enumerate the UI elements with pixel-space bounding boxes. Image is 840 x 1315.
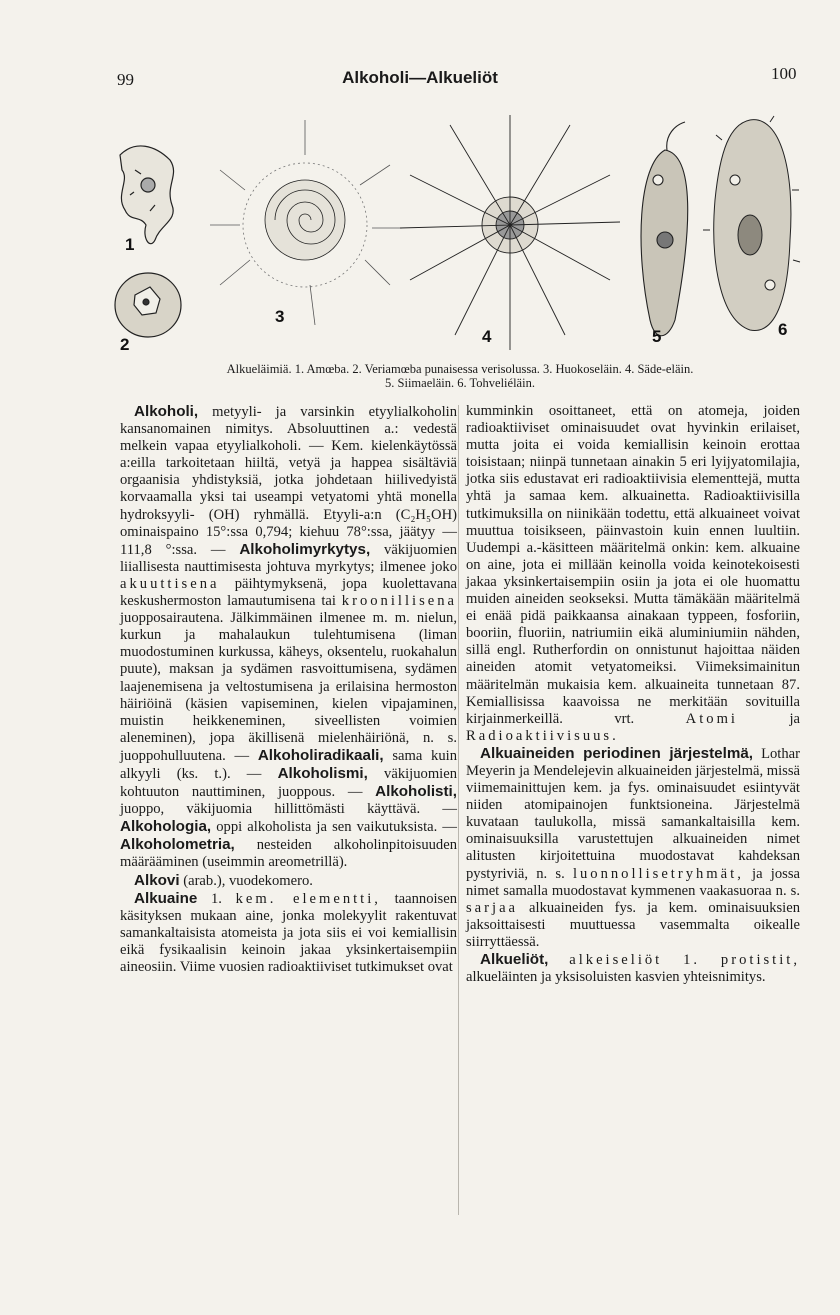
foraminifera-drawing	[210, 120, 402, 325]
page-number-right: 100	[771, 64, 797, 83]
spaced-sarjaa: sarjaa	[466, 899, 519, 916]
entry-alkoholometria-text: nesteiden alkoholinpitoisuuden määrääminen (useimmin areometrillä).	[120, 837, 457, 871]
spaced-atomi: Atomi	[685, 710, 738, 727]
spaced-akuuttisena: akuuttisena	[120, 575, 220, 592]
column-divider	[458, 405, 459, 1215]
radiolarian-drawing	[400, 115, 620, 350]
headword-alkoholi: Alkoholi,	[134, 403, 199, 420]
entry-alkohologia-text: oppi alkoholista ja sen vaikutuksista. —	[211, 819, 457, 836]
figure-label-5: 5	[652, 327, 662, 346]
protozoa-illustration	[110, 110, 810, 360]
headword-periodinen-jarjestelma: Alkuaineiden periodinen järjestelmä,	[480, 744, 754, 762]
headword-alkoholisti: Alkoholisti,	[375, 783, 457, 801]
entry-alkoholimyrkytys-text-3: juopposairautena. Jälkimmäinen ilmenee m. m. nielun, kurkun ja mahalaukun tulehtumisena (liman muodostuminen kurkussa, käheys, oksentelu, ruokahalun puute), maksan ja sydämen rasvoittumisena, sydämen laajenemisena ja veltostumisena ja erilaisina hermoston häiriöinä (käsien vapiseminen, kielen vipajaminen, muistin heikkeneminen, siveellisten voimien aleneminen), jopa äkillisenä mielenhäiriönä, n. s. juoppohulluutena. —	[120, 610, 457, 764]
entry-periodinen-jarjestelma	[466, 745, 800, 951]
entry-alkuaine-text: 1.	[197, 890, 236, 907]
page-header	[0, 62, 840, 92]
entry-alkueliot	[466, 951, 800, 986]
blood-cell-drawing	[115, 273, 181, 337]
amoeba-drawing	[120, 146, 174, 244]
entry-alkoholisti-text: juoppo, väkijuomia hillittömästi käyttävä. —	[120, 801, 457, 818]
entry-alkuaine-cont-text-2: ja	[737, 710, 800, 727]
entry-alkoholismi-text: väkijuomien kohtuuton nauttiminen, juoppous. —	[120, 765, 457, 801]
entry-alkueliot-text: alkueläinten ja yksisoluisten kasvien yhteisnimitys.	[466, 969, 766, 986]
entry-periodinen-text: Lothar Meyerin ja Mendelejevin alkuaineiden järjestelmä, missä viimemainittujen kem. ja fys. ominaisuudet esiintyvät niiden atomipainojen funktsioneina. Järjestelmä kuvataan taulukolla, missä samankaltaisilla kem. ominaisuuksilla varustettujen alkuaineiden nimet alitusten kirjoitettuina muodostavat kahdeksan pystyriviä, n. s.	[466, 745, 800, 882]
spaced-radioaktiivisuus: Radioaktiivisuus.	[466, 727, 619, 744]
entry-alkoholimyrkytys-text: väkijuomien liiallisesta nauttimisesta johtuva myrkytys; ilmenee joko	[120, 541, 457, 575]
figure-label-2: 2	[120, 335, 130, 354]
figure-label-6: 6	[778, 320, 788, 339]
entry-periodinen-text-2: ja jossa nimet samalla muodostavat kymmenen vaakasuoraa n. s.	[466, 865, 800, 899]
entry-alkovi	[120, 872, 457, 890]
figure-label-1: 1	[125, 235, 135, 254]
headword-alkueliot: Alkueliöt,	[480, 951, 549, 968]
left-column	[120, 403, 457, 976]
entry-alkuaine	[120, 890, 457, 976]
spaced-kroonillisena: kroonillisena	[341, 593, 457, 610]
figure-label-3: 3	[275, 307, 285, 326]
entry-alkuaine-cont-text: kumminkin osoittaneet, että on atomeja, joiden radioaktiiviset ominaisuudet ovat hyvinkin erilaiset, mutta joita ei voida kemiallisin keinoin erottaa toisistaan; niinpä tunnetaan ainakin 5 eri lyijyatomilajia, jotka siis edustavat eri radioaktiivisia elementtejä, mutta yhtä ja samaa kem. alkuainetta. Radioaktiivisilla tutkimuksilla on niinikään todettu, että alkuaineet voivat muuttua toisikseen, päinvastoin kuin ennen luultiin. Uudempi a.-käsitteen määritelmä onkin: kem. alkuaine on aine, jota ei millään keinolla voida keinotekoisesti jakaa yksinkertaisempiin osiin ja jota ei ole huomattu muiden aineiden seokseksi. Mutta tämäkään määritelmä ei enää pidä paikkaansa ainakaan typpeen, fosforiin, booriin, fluoriin, natriumiin eikä aluminiumiin nähden, sillä engl. Rutherfordin on onnistunut hajoittaa näiden aineiden atomit vetyatomeiksi. Viimeksimainitun määritelmän mukaisia kem. alkuaineita tunnetaan 87. Kemiallisissa kaavoissa ne merkitään sovituilla kirjainmerkeillä. vrt.	[466, 403, 800, 727]
figure-label-4: 4	[482, 327, 492, 346]
paramecium-drawing	[703, 116, 800, 330]
headword-alkoholimyrkytys: Alkoholimyrkytys,	[239, 540, 371, 558]
figure-caption	[115, 362, 805, 390]
headword-alkuaine: Alkuaine	[134, 889, 198, 907]
headword-alkoholismi: Alkoholismi,	[277, 764, 368, 782]
right-column	[466, 403, 800, 986]
page-number-left: 99	[117, 70, 134, 89]
protozoa-figure	[110, 110, 810, 360]
caption-line-2: 5. Siimaeläin. 6. Tohveliéläin.	[385, 376, 535, 390]
headword-alkovi: Alkovi	[134, 871, 180, 889]
entry-alkoholi	[120, 403, 457, 872]
headword-alkohologia: Alkohologia,	[120, 818, 212, 836]
entry-periodinen-text-3: alkuaineiden fys. ja kem. ominaisuuksien jaksoittaisesti muuttuessa vasemmalta oikealle siirryttäessä.	[466, 899, 800, 950]
running-title: Alkoholi—Alkueliöt	[342, 68, 498, 87]
entry-alkovi-text: (arab.), vuodekomero.	[179, 872, 313, 889]
entry-alkoholi-text: metyyli- ja varsinkin etyylialkoholin kansanomainen nimitys. Absoluuttinen a.: vedestä melkein vapaa etyylialkoholi. — Kem. kielenkäytössä a:eilla tarkoitetaan hiiltä, vetyä ja happea sisältäviä orgaanisia yhdistyksiä, jotka johdetaan hiilivedyistä korvaamalla yksi tai useampi vetyatomi yhtä monella hydroksyyli- (OH) ryhmällä. Etyyli-a:n (C₂H₅OH) ominaispaino 15°:ssa 0,794; kiehuu 78°:ssa, jäätyy —111,8 °:ssa. —	[120, 404, 457, 558]
entry-alkoholimyrkytys-text-2: päihtymyksenä, jopa kuolettavana keskushermoston lamautumisena tai	[120, 575, 457, 610]
spaced-alkeiseliot-protistit: alkeiseliöt 1. protistit,	[548, 952, 800, 968]
spaced-luonnolliset-ryhmat: luonnollisetryhmät,	[572, 865, 744, 882]
caption-line-1: Alkueläimiä. 1. Amœba. 2. Veriamœba punaisessa verisolussa. 3. Huokoseläin. 4. Säde-eläin.	[226, 362, 694, 376]
headword-alkoholiradikaali: Alkoholiradikaali,	[257, 746, 384, 764]
entry-alkoholiradikaali-text: sama kuin alkyyli (ks. t.). —	[120, 747, 457, 782]
entry-alkuaine-continued	[466, 403, 800, 745]
flagellate-drawing	[641, 122, 688, 336]
spaced-kem-elementti: kem. elementti,	[235, 890, 381, 907]
entry-alkuaine-text-2: taannoisen käsityksen mukaan aine, jonka molekyylit rakentuvat samankaltaisista atomeista ja jota siis ei voi kemiallisin eikä fysikaalisin keinoin jakaa yksinkertaisempiin aineosiin. Viime vuosien radioaktiiviset tutkimukset ovat	[120, 890, 457, 975]
headword-alkoholometria: Alkoholometria,	[120, 836, 235, 854]
